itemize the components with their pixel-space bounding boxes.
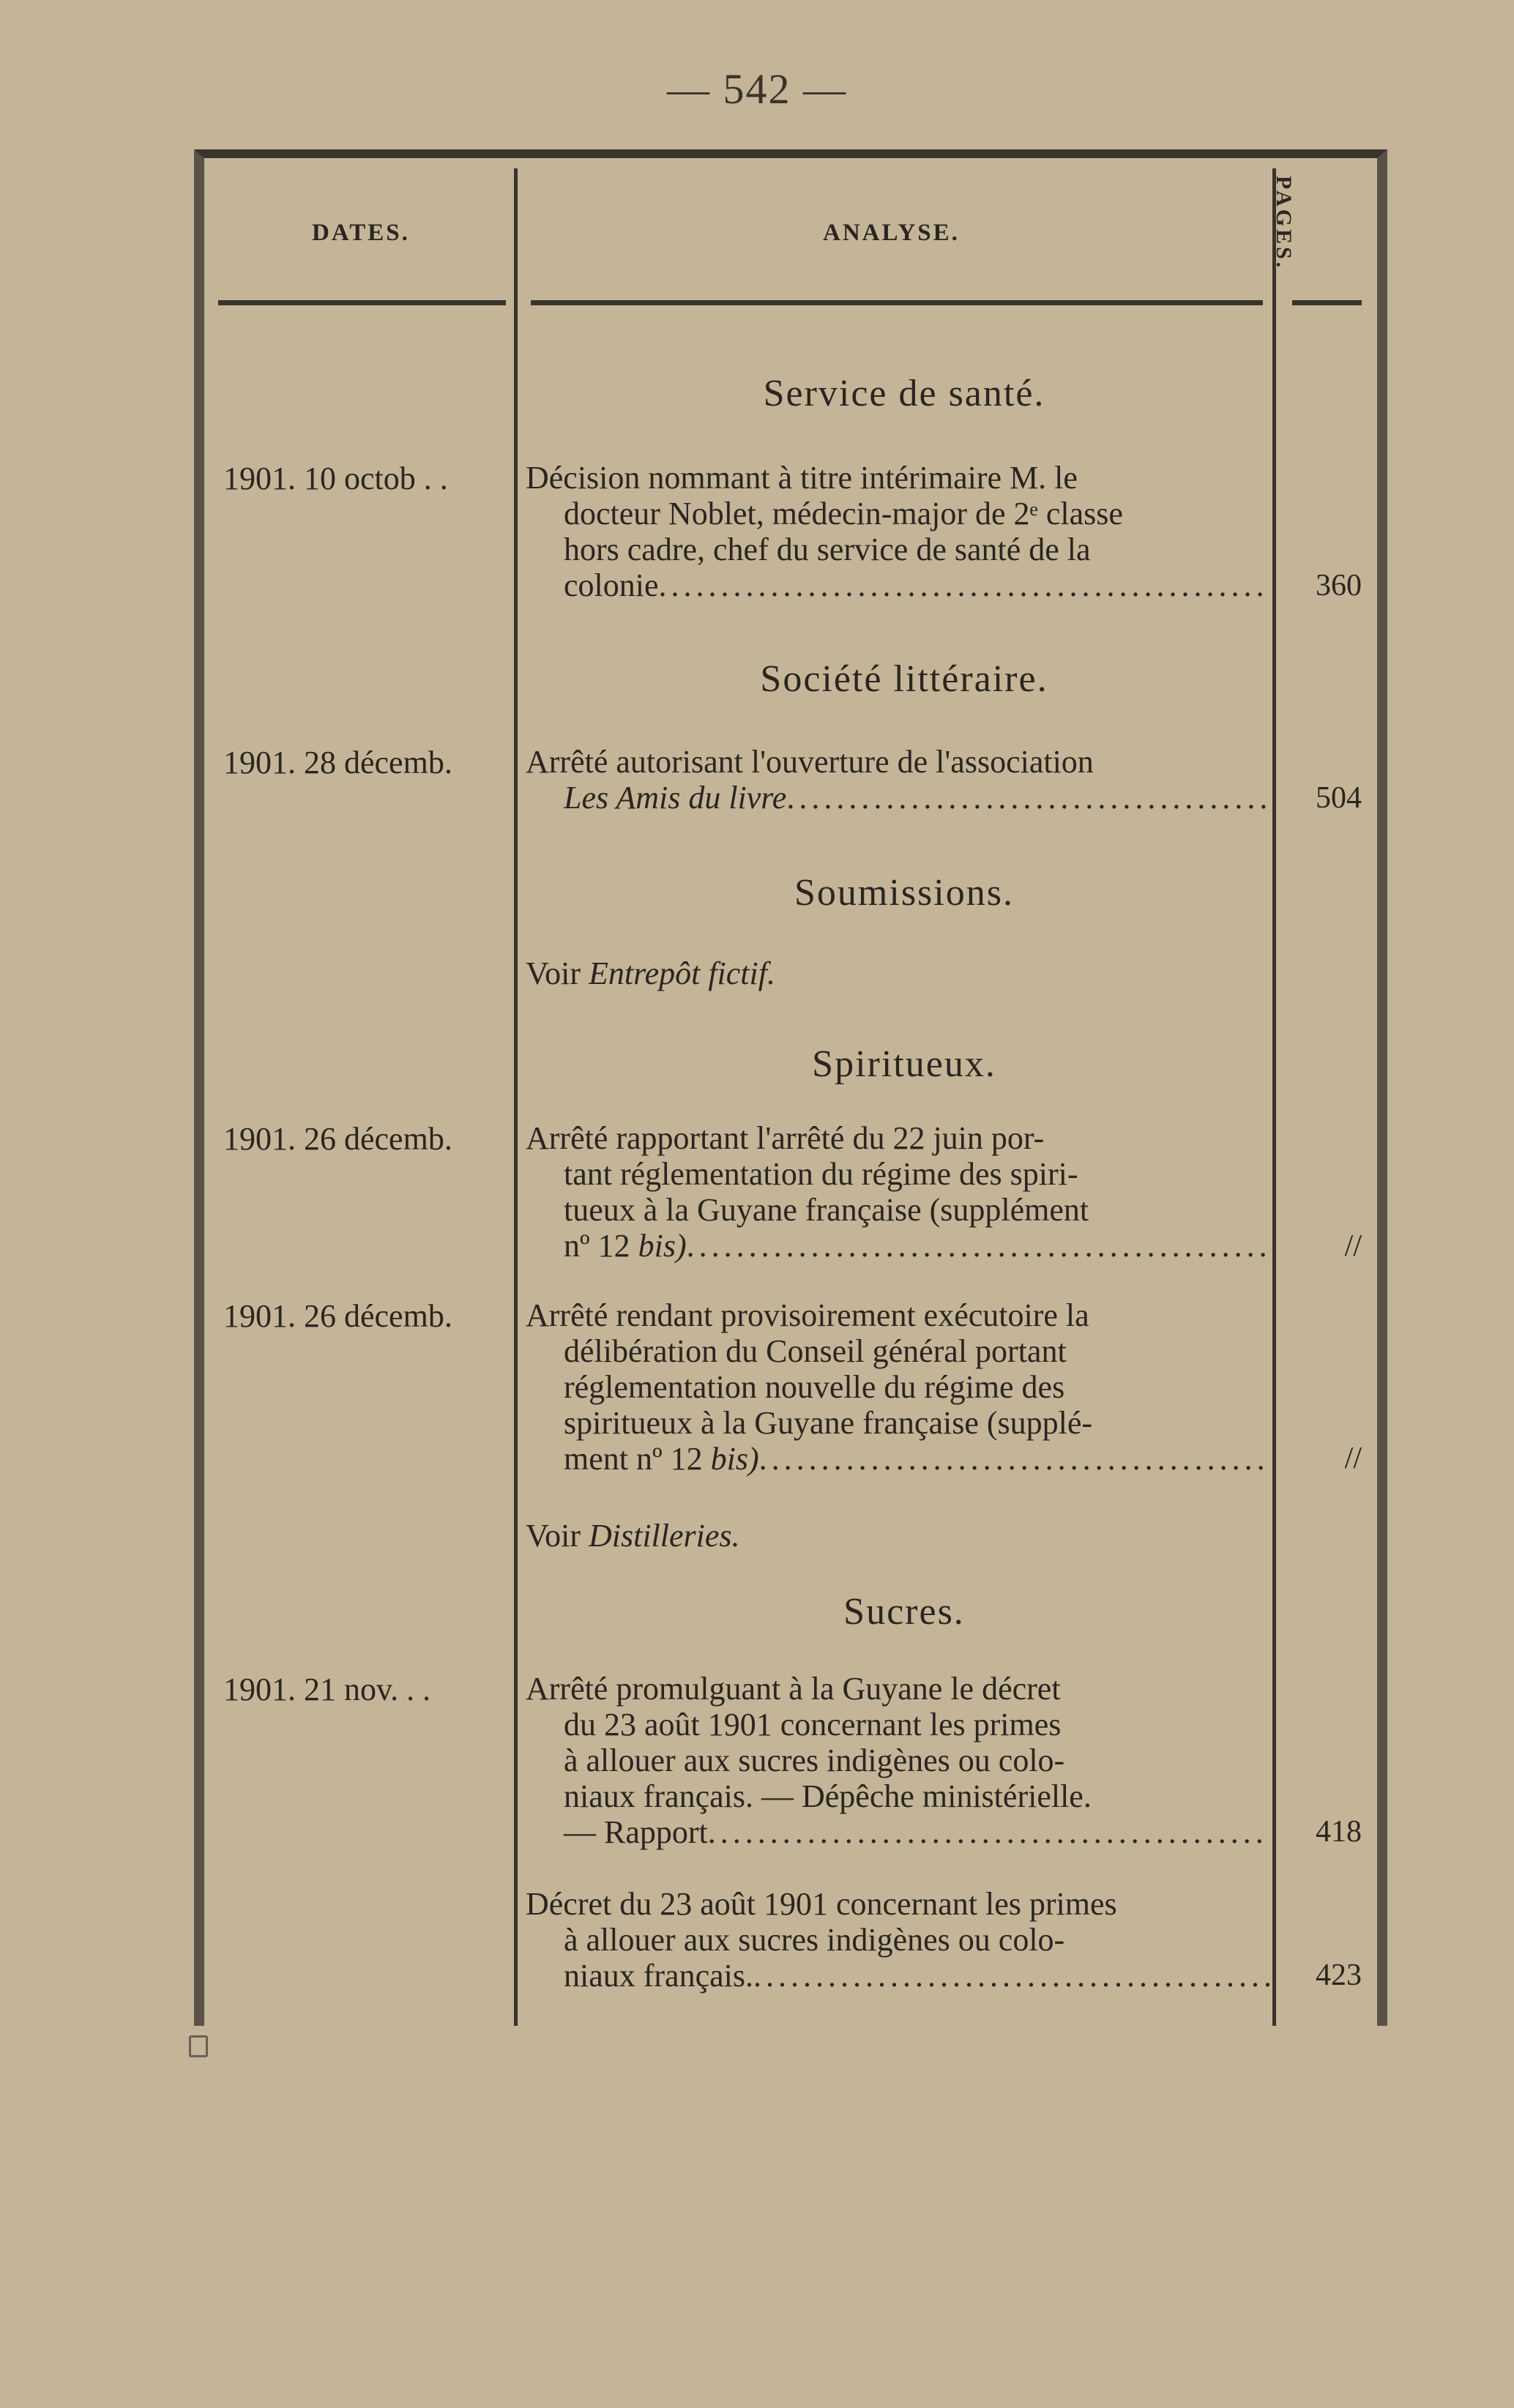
- entry-last-line: [526, 1441, 1269, 1477]
- page-ref: 360: [1316, 569, 1362, 603]
- margin-mark: [189, 2035, 208, 2057]
- entry-line: tueux à la Guyane française (supplément: [564, 1192, 1089, 1228]
- entry-date: 1901. 21 nov. . .: [223, 1671, 431, 1707]
- page-ref: //: [1344, 1442, 1362, 1475]
- column-divider-dates: [514, 168, 518, 2026]
- leader-dots: [786, 780, 1269, 816]
- entry-line-end: nº 12: [564, 1228, 630, 1264]
- page-ref: 504: [1316, 781, 1362, 815]
- header-analyse: ANALYSE.: [823, 220, 960, 246]
- entry-line: niaux français. — Dépêche ministérielle.: [564, 1778, 1092, 1814]
- see-also: [526, 1517, 740, 1554]
- entry-line: hors cadre, chef du service de santé de la: [564, 532, 1091, 567]
- entry-line: réglementation nouvelle du régime des: [564, 1369, 1065, 1405]
- entry-line: Arrêté rapportant l'arrêté du 22 juin por-: [526, 1120, 1045, 1156]
- entry-analysis: [526, 1671, 1269, 1850]
- leader-dots: [753, 1958, 1269, 1994]
- page-number: — 542 —: [667, 65, 847, 113]
- entry-line-end: ment nº 12: [564, 1441, 703, 1477]
- entry-line: à allouer aux sucres indigènes ou colo-: [564, 1742, 1065, 1778]
- leader-dots: [759, 1441, 1269, 1477]
- see-prefix: Voir: [526, 1518, 581, 1554]
- entry-last-line: [526, 1958, 1269, 1994]
- leader-dots: [687, 1228, 1269, 1264]
- page-ref: //: [1344, 1229, 1362, 1263]
- entry-last-line: [526, 780, 1269, 816]
- entry-analysis: [526, 744, 1269, 816]
- column-divider-pages: [1272, 168, 1276, 2026]
- see-also: [526, 955, 775, 992]
- entry-line: spiritueux à la Guyane française (supplé-: [564, 1405, 1093, 1441]
- section-title: Spiritueux.: [812, 1043, 996, 1085]
- header-rule-analyse: [531, 300, 1263, 305]
- see-reference: Distilleries.: [588, 1518, 740, 1554]
- entry-analysis: [526, 1120, 1269, 1264]
- see-prefix: Voir: [526, 955, 581, 991]
- entry-line-end-italic: bis): [638, 1228, 687, 1264]
- entry-date: 1901. 26 décemb.: [223, 1298, 452, 1334]
- entry-line-end: — Rapport: [564, 1814, 708, 1850]
- header-rule-dates: [218, 300, 506, 305]
- section-title: Société littéraire.: [760, 658, 1048, 700]
- entry-line: tant réglementation du régime des spiri-: [564, 1156, 1078, 1192]
- entry-line-end: colonie: [564, 567, 659, 603]
- entry-line-end: Les Amis du livre: [564, 780, 787, 816]
- entry-line-end-italic: bis): [710, 1441, 759, 1477]
- leader-dots: [659, 567, 1269, 603]
- entry-line: Arrêté rendant provisoirement exécutoire la: [526, 1297, 1089, 1333]
- entry-line: Arrêté autorisant l'ouverture de l'association: [526, 744, 1094, 780]
- section-title: Soumissions.: [794, 872, 1014, 914]
- entry-last-line: [526, 567, 1269, 603]
- leader-dots: [708, 1814, 1269, 1850]
- entry-date: 1901. 10 octob . .: [223, 461, 448, 496]
- entry-line: du 23 août 1901 concernant les primes: [564, 1707, 1062, 1742]
- entry-analysis: [526, 460, 1269, 603]
- entry-analysis: [526, 1886, 1269, 1994]
- entry-last-line: [526, 1814, 1269, 1850]
- header-pages: PAGES.: [1272, 176, 1296, 271]
- header-dates: DATES.: [312, 220, 410, 246]
- section-title: Service de santé.: [763, 373, 1045, 414]
- header-rule-pages: [1292, 300, 1362, 305]
- page-ref: 423: [1316, 1958, 1362, 1992]
- entry-line: docteur Noblet, médecin-major de 2ᵉ classe: [564, 496, 1123, 532]
- entry-line: délibération du Conseil général portant: [564, 1333, 1067, 1369]
- entry-line: Arrêté promulguant à la Guyane le décret: [526, 1671, 1061, 1707]
- entry-line: à allouer aux sucres indigènes ou colo-: [564, 1922, 1065, 1958]
- see-reference: Entrepôt fictif.: [588, 955, 775, 991]
- entry-date: 1901. 26 décemb.: [223, 1121, 452, 1157]
- entry-last-line: [526, 1228, 1269, 1264]
- entry-line-end: niaux français.: [564, 1958, 753, 1994]
- entry-analysis: [526, 1297, 1269, 1477]
- section-title: Sucres.: [843, 1591, 965, 1633]
- page-ref: 418: [1316, 1815, 1362, 1849]
- entry-line: Décret du 23 août 1901 concernant les primes: [526, 1886, 1117, 1922]
- entry-line: Décision nommant à titre intérimaire M. le: [526, 460, 1078, 496]
- entry-date: 1901. 28 décemb.: [223, 745, 452, 780]
